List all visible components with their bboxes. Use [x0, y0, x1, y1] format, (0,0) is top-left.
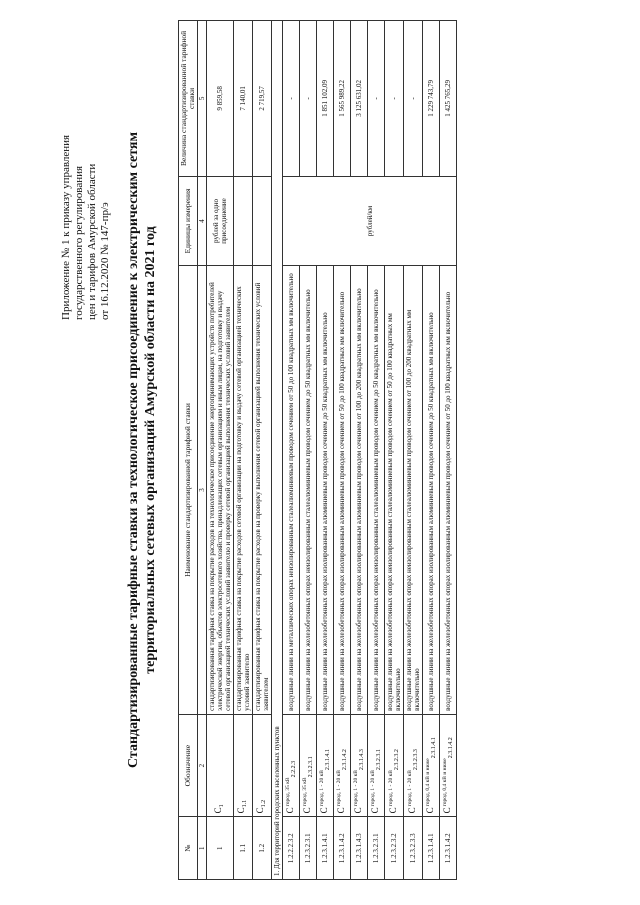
symbol-letter: C	[213, 807, 223, 814]
column-index: 3	[198, 266, 207, 715]
symbol-letter: C	[407, 807, 417, 814]
rate-value: 1 425 765,29	[440, 21, 457, 177]
rate-symbol	[300, 714, 317, 817]
column-index: 5	[198, 21, 207, 177]
rate-value: 1 229 743,79	[423, 21, 440, 177]
rate-symbol	[234, 714, 253, 817]
row-number: 1.2	[253, 817, 272, 880]
section-title: 1. Для территорий городских населенных пунктов	[272, 21, 283, 880]
symbol-letter: C	[255, 807, 265, 814]
symbol-subscript: 2.3.2.3.1	[308, 756, 314, 778]
rate-value: 1 565 989,22	[334, 21, 351, 177]
row-number: 1.1	[234, 817, 253, 880]
appendix-note	[60, 20, 112, 320]
title-line: Стандартизированные тарифные ставки за технологическое присоединение к электрическим сетям	[126, 132, 141, 768]
symbol-subscript: 2.3.1.4.3	[359, 749, 365, 771]
rate-name: стандартизированная тарифная ставка на покрытие расходов сетевой организации на подготовку и выдачу сетевой организацией технических условий заявителю	[234, 266, 253, 715]
column-index: 2	[198, 714, 207, 817]
symbol-superscript: город, 0,4 кВ и ниже	[425, 758, 431, 807]
rate-name: воздушные линии на железобетонных опорах неизолированным сталеалюминиевым проводом сечением от 50 до 100 квадратных мм включительно	[385, 266, 404, 715]
symbol-subscript: 2.3.2.3.3	[413, 749, 419, 771]
table-row	[334, 21, 351, 880]
symbol-subscript: 2.3.1.4.2	[448, 737, 454, 759]
symbol-superscript: город, 1 - 20 кВ	[336, 770, 342, 807]
rate-name: воздушные линии на железобетонных опорах неизолированным сталеалюминиевым проводом сечением от 100 до 200 квадратных мм включительно	[404, 266, 423, 715]
header-name: Наименование стандартизированной тарифной ставки	[179, 266, 198, 715]
table-row	[404, 21, 423, 880]
symbol-letter: C	[302, 807, 312, 814]
symbol-superscript: город, 35 кВ	[285, 777, 291, 807]
rate-symbol	[334, 714, 351, 817]
row-number: 1.2.3.1.4.1	[317, 817, 334, 880]
table-row	[440, 21, 457, 880]
table-row	[253, 21, 272, 880]
symbol-subscript: 2.3.1.4.2	[342, 749, 348, 771]
table-row	[385, 21, 404, 880]
symbol-letter: C	[388, 807, 398, 814]
column-index: 4	[198, 176, 207, 265]
table-row	[317, 21, 334, 880]
rate-name: воздушные линии на железобетонных опорах изолированным алюминиевым проводом сечением до 50 квадратных мм включительно	[423, 266, 440, 715]
symbol-subscript: 2.2.2.3	[291, 760, 297, 778]
rate-value: 1 851 102,09	[317, 21, 334, 177]
section-row	[272, 21, 283, 880]
rate-symbol	[440, 714, 457, 817]
rate-name: воздушные линии на железобетонных опорах неизолированным сталеалюминиевым проводом сечением до 50 квадратных мм включительно	[368, 266, 385, 715]
unit-cell: рублей/км	[283, 176, 457, 265]
symbol-superscript: город, 1 - 20 кВ	[407, 770, 413, 807]
title-line: территориальных сетевых организаций Амурской области на 2021 год	[143, 226, 158, 674]
rate-name: воздушные линии на железобетонных опорах неизолированным сталеалюминиевым проводом сечением до 50 квадратных мм включительно	[300, 266, 317, 715]
symbol-letter: C	[336, 807, 346, 814]
column-index: 1	[198, 817, 207, 880]
symbol-subscript: 2.3.1.4.1	[325, 749, 331, 771]
symbol-subscript: 2.3.1.4.1	[431, 737, 437, 759]
rate-symbol	[385, 714, 404, 817]
symbol-subscript: 1.1	[242, 799, 248, 808]
unit-cell: рублей за одно присоединение	[207, 176, 234, 265]
appendix-line: государственного регулирования	[73, 165, 85, 320]
symbol-letter: C	[285, 807, 295, 814]
rate-value: 2 719,57	[253, 21, 272, 177]
rate-symbol	[423, 714, 440, 817]
rate-name: воздушные линии на железобетонных опорах изолированным алюминиевым проводом сечением от 50 до 100 квадратных мм включительно	[440, 266, 457, 715]
rate-name: воздушные линии на железобетонных опорах изолированным алюминиевым проводом сечением от 100 до 200 квадратных мм включительно	[351, 266, 368, 715]
symbol-letter: C	[236, 807, 246, 814]
symbol-letter: C	[442, 807, 452, 814]
rate-value: 9 859,58	[207, 21, 234, 177]
rate-value: 3 125 631,02	[351, 21, 368, 177]
row-number: 1.2.3.1.4.2	[334, 817, 351, 880]
rate-value: -	[300, 21, 317, 177]
row-number: 1.2.2.2.3.2	[283, 817, 300, 880]
rate-symbol	[351, 714, 368, 817]
table-row	[207, 21, 234, 880]
symbol-letter: C	[370, 807, 380, 814]
row-number: 1.2.3.2.3.1	[300, 817, 317, 880]
symbol-superscript: город, 1 - 20 кВ	[370, 770, 376, 807]
header-number: №	[179, 817, 198, 880]
symbol-superscript: город, 0,4 кВ и ниже	[442, 758, 448, 807]
table-row	[368, 21, 385, 880]
symbol-subscript: 1.2	[261, 799, 267, 808]
column-index-row	[198, 21, 207, 880]
header-symbol: Обозначение	[179, 714, 198, 817]
table-row	[351, 21, 368, 880]
rate-name: воздушные линии на металлических опорах неизолированным сталеалюминиевым проводом сечением от 50 до 100 квадратных мм включительно	[283, 266, 300, 715]
rate-value: -	[404, 21, 423, 177]
rate-name: воздушные линии на железобетонных опорах изолированным алюминиевым проводом сечением до 50 квадратных мм включительно	[317, 266, 334, 715]
symbol-subscript: 2.3.2.3.1	[376, 749, 382, 771]
rate-symbol	[368, 714, 385, 817]
symbol-letter: C	[425, 807, 435, 814]
appendix-line: от 16.12.2020 № 147-пр/э	[99, 202, 111, 320]
symbol-superscript: город, 1 - 20 кВ	[319, 770, 325, 807]
unit-cell	[234, 176, 253, 265]
symbol-letter: C	[353, 807, 363, 814]
rate-name: стандартизированная тарифная ставка на покрытие расходов на проверку выполнения сетевой организацией выполнения технических условий заявителем	[253, 266, 272, 715]
appendix-line: цен и тарифов Амурской области	[86, 163, 98, 320]
document-title	[125, 25, 159, 875]
table-header-row	[179, 21, 198, 880]
row-number: 1.2.3.2.3.1	[368, 817, 385, 880]
table-row	[423, 21, 440, 880]
symbol-superscript: город, 35 кВ	[302, 777, 308, 807]
rate-name: стандартизированная тарифная ставка на покрытие расходов на технологическое присоединение энергопринимающих устройств потребителей электрической энергии, объектов электросетевого хозяйства, принадлежащих сетевым организациям и иным лицам, на подготовку и выдачу сетевой организацией технических условий заявителю и проверку сетевой организацией выполнения технических условий заявителем	[207, 266, 234, 715]
rate-symbol	[283, 714, 300, 817]
row-number: 1.2.3.1.4.2	[440, 817, 457, 880]
row-number: 1.2.3.1.4.3	[351, 817, 368, 880]
appendix-line: Приложение № 1 к приказу управления	[60, 134, 72, 320]
rate-value: 7 140,01	[234, 21, 253, 177]
symbol-subscript: 1	[219, 804, 225, 808]
row-number: 1	[207, 817, 234, 880]
header-unit: Единицы измерения	[179, 176, 198, 265]
rates-table	[178, 20, 457, 880]
rate-symbol	[253, 714, 272, 817]
table-row	[300, 21, 317, 880]
rate-symbol	[207, 714, 234, 817]
symbol-subscript: 2.3.2.3.2	[394, 749, 400, 771]
row-number: 1.2.3.1.4.1	[423, 817, 440, 880]
rate-name: воздушные линии на железобетонных опорах изолированным алюминиевым проводом сечением от 50 до 100 квадратных мм включительно	[334, 266, 351, 715]
rate-symbol	[404, 714, 423, 817]
rate-value: -	[283, 21, 300, 177]
unit-cell	[253, 176, 272, 265]
row-number: 1.2.3.2.3.2	[385, 817, 404, 880]
row-number: 1.2.3.2.3.3	[404, 817, 423, 880]
table-row	[234, 21, 253, 880]
rate-symbol	[317, 714, 334, 817]
table-row	[283, 21, 300, 880]
symbol-superscript: город, 1 - 20 кВ	[388, 770, 394, 807]
symbol-letter: C	[319, 807, 329, 814]
header-value: Величина стандартизированной тарифной ставки	[179, 21, 198, 177]
symbol-superscript: город, 1 - 20 кВ	[353, 770, 359, 807]
rate-value: -	[385, 21, 404, 177]
rate-value: -	[368, 21, 385, 177]
